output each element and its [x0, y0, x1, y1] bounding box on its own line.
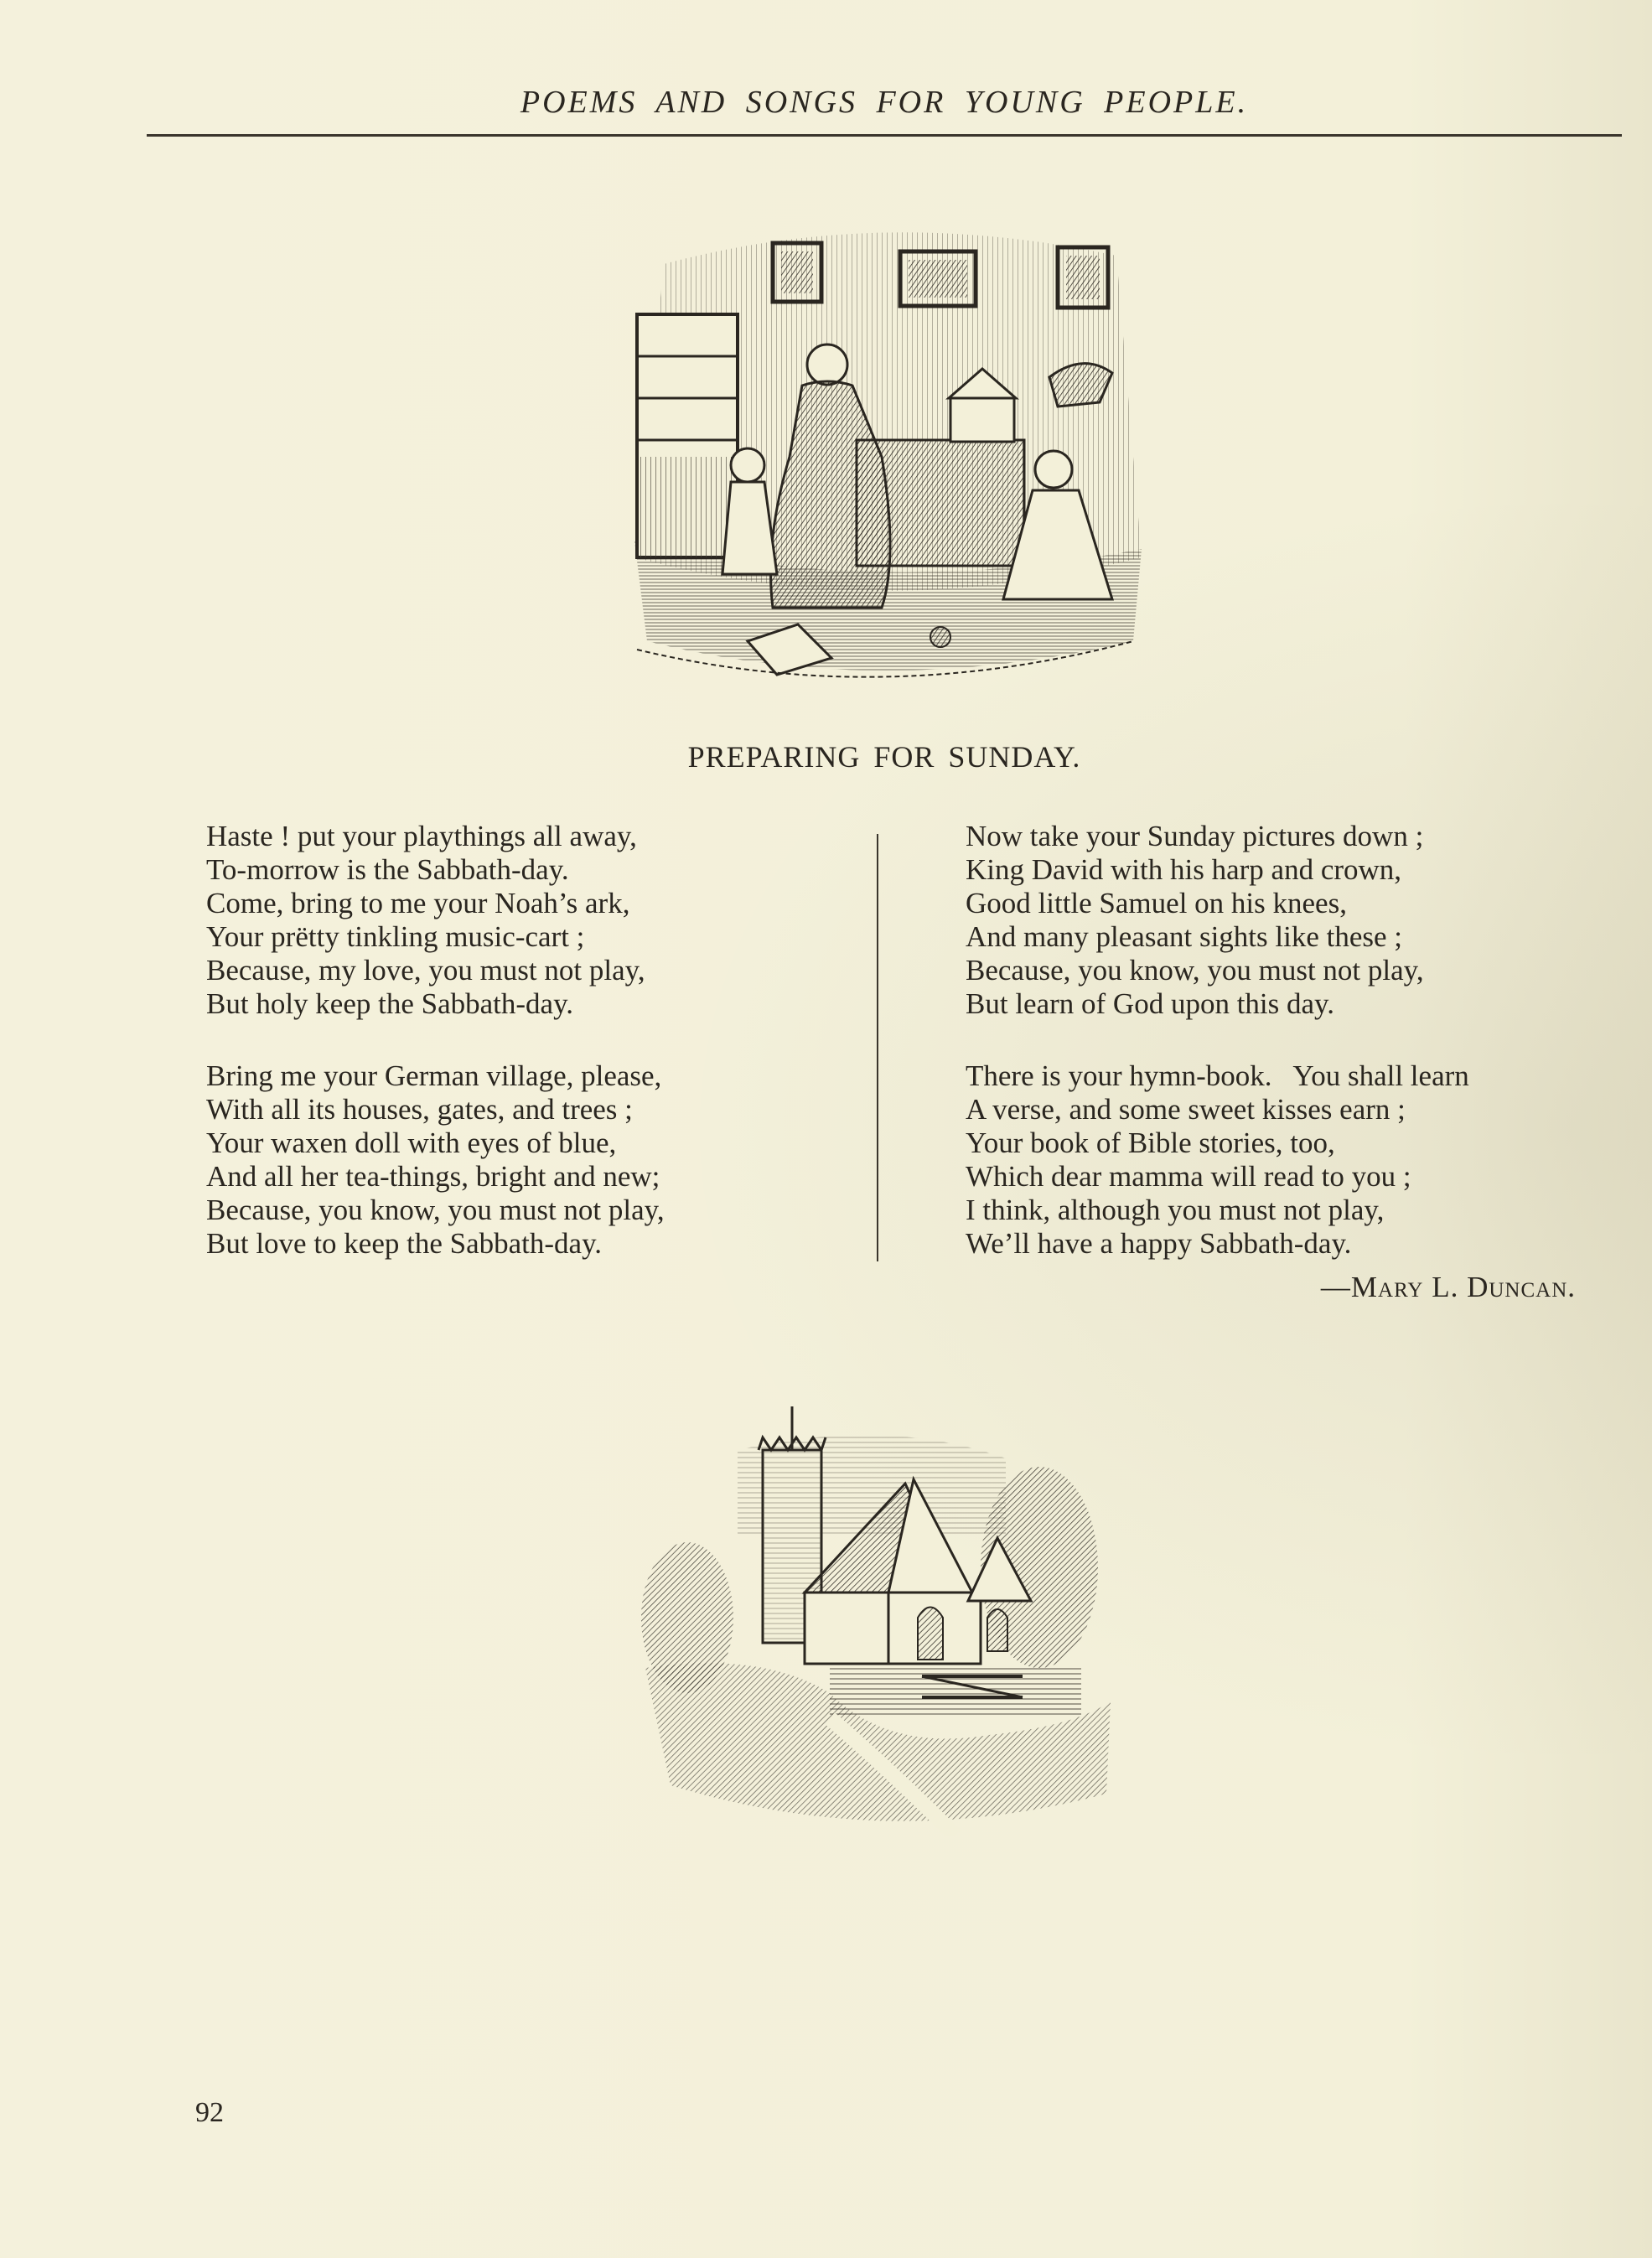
verse-line: We’ll have a happy Sabbath-day. [966, 1227, 1352, 1260]
verse-line: Because, my love, you must not play, [206, 954, 645, 987]
illustration-nursery-scene [630, 205, 1146, 687]
verse-line: But love to keep the Sabbath-day. [206, 1227, 603, 1260]
poem-title: PREPARING FOR SUNDAY. [687, 740, 1081, 774]
page-number: 92 [195, 2097, 224, 2128]
verse-line: With all its houses, gates, and trees ; [206, 1093, 633, 1126]
stanza [206, 820, 877, 1021]
verse-line: But learn of God upon this day. [966, 987, 1335, 1020]
verse-line: To-morrow is the Sabbath-day. [206, 853, 569, 886]
verse-line: Bring me your German village, please, [206, 1059, 662, 1092]
verse-line: And many pleasant sights like these ; [966, 920, 1403, 953]
stanza [206, 1059, 877, 1261]
column-divider [877, 834, 878, 1261]
verse-line: Your book of Bible stories, too, [966, 1126, 1335, 1159]
verse-line: I think, although you must not play, [966, 1194, 1385, 1226]
verse-line: But holy keep the Sabbath-day. [206, 987, 574, 1020]
verse-line: Because, you know, you must not play, [206, 1194, 665, 1226]
illustration-village-church [637, 1400, 1115, 1836]
verse-line: Now take your Sunday pictures down ; [966, 820, 1424, 852]
stanza [966, 1059, 1603, 1261]
verse-line: Come, bring to me your Noah’s ark, [206, 887, 630, 919]
running-header: POEMS AND SONGS FOR YOUNG PEOPLE. [520, 85, 1249, 120]
verse-line: A verse, and some sweet kisses earn ; [966, 1093, 1406, 1126]
verse-line: Which dear mamma will read to you ; [966, 1160, 1411, 1193]
verse-line: Your waxen doll with eyes of blue, [206, 1126, 617, 1159]
verse-line: King David with his harp and crown, [966, 853, 1402, 886]
verse-line: Haste ! put your playthings all away, [206, 820, 637, 852]
stanza [966, 820, 1603, 1021]
verse-line: And all her tea-things, bright and new; [206, 1160, 660, 1193]
poem-left-column [206, 820, 877, 1299]
poem-attribution: —Mary L. Duncan. [1320, 1271, 1576, 1303]
verse-line: Because, you know, you must not play, [966, 954, 1424, 987]
header-rule [147, 134, 1622, 137]
verse-line: Your prëtty tinkling music-cart ; [206, 920, 585, 953]
verse-line: There is your hymn-book. You shall learn [966, 1059, 1469, 1092]
poem-right-column [966, 820, 1603, 1299]
verse-line: Good little Samuel on his knees, [966, 887, 1347, 919]
